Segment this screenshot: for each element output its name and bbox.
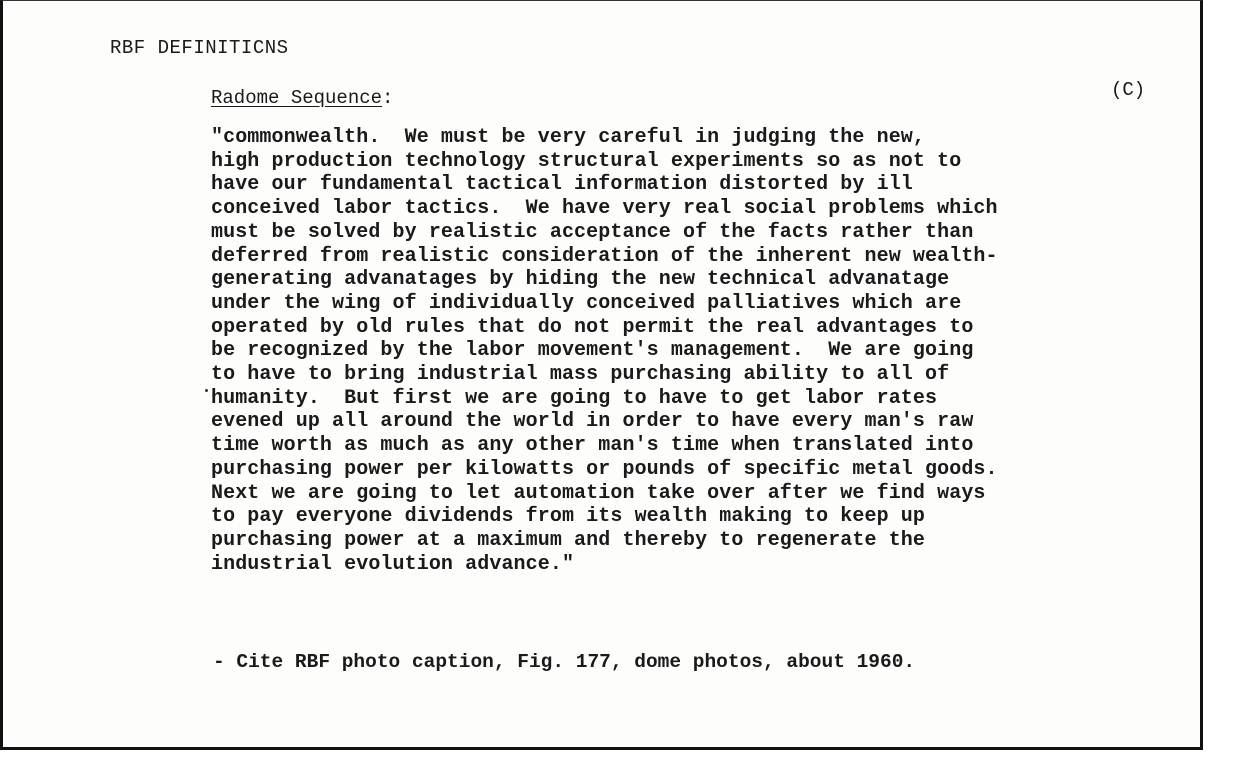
quote-line: industrial evolution advance." [211,552,575,576]
stray-ink-mark [205,389,208,392]
quote-line: deferred from realistic consideration of the inherent new wealth- [211,244,998,268]
quote-line: be recognized by the labor movement's management. We are going [211,339,974,363]
quote-line: high production technology structural experiments so as not to [211,149,962,173]
quote-line: generating advanatages by hiding the new technical advanatage [211,268,950,292]
classification-mark: (C) [1111,79,1146,101]
quote-line: to have to bring industrial mass purchasing ability to all of [211,363,950,387]
quote-line: purchasing power at a maximum and thereby to regenerate the [211,528,926,552]
quote-line: "commonwealth. We must be very careful in judging the new, [211,126,926,149]
quote-line: time worth as much as any other man's time when translated into [211,434,974,458]
quote-block [211,126,998,576]
document-title: RBF DEFINITICNS [110,37,289,59]
quote-line: purchasing power per kilowatts or pounds of specific metal goods. [211,457,998,481]
quote-line: must be solved by realistic acceptance of the facts rather than [211,220,974,244]
quote-line: humanity. But first we are going to have to get labor rates [211,386,938,410]
quote-line: conceived labor tactics. We have very real social problems which [211,197,998,221]
section-heading [211,87,393,109]
section-heading-text: Radome Sequence [211,87,383,109]
quote-line: evened up all around the world in order to have every man's raw [211,410,974,434]
citation-line: - Cite RBF photo caption, Fig. 177, dome photos, about 1960. [213,651,916,673]
quote-line: to pay everyone dividends from its wealth making to keep up [211,505,926,529]
section-heading-colon: : [382,87,394,109]
quote-line: under the wing of individually conceived palliatives which are [211,291,962,315]
quote-line: Next we are going to let automation take over after we find ways [211,481,986,505]
quote-line: have our fundamental tactical information distorted by ill [211,173,913,197]
quote-line: operated by old rules that do not permit the real advantages to [211,315,974,339]
